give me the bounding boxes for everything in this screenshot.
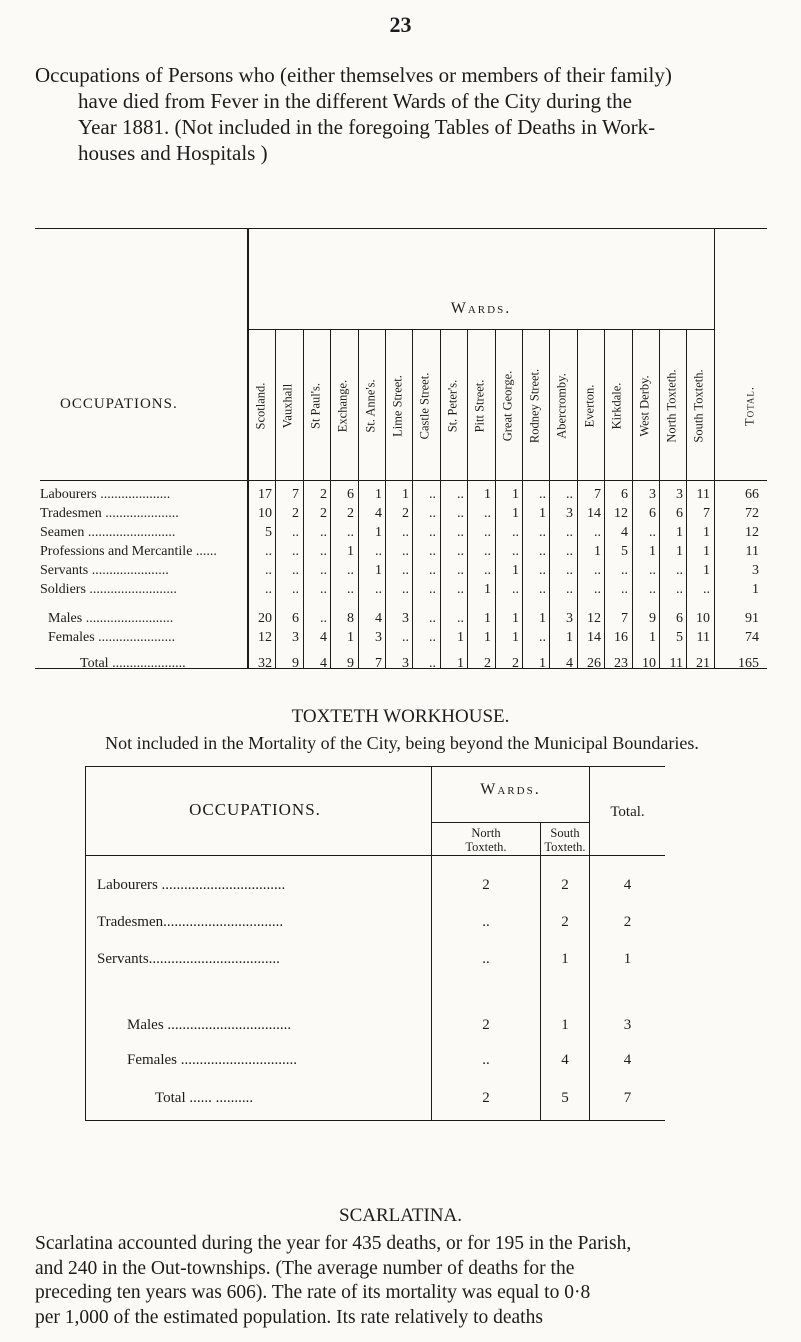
table-cell: .. [484, 563, 491, 578]
toxteth-workhouse-subheading: Not included in the Mortality of the City, being beyond the Municipal Boundaries. [105, 733, 699, 753]
table-cell: 12 [587, 611, 601, 626]
table1-top-rule [35, 228, 767, 229]
table-cell: 2 [320, 487, 327, 502]
table-cell: .. [457, 525, 464, 540]
ward-header-label: Great George. [500, 370, 515, 441]
ward-header-label: Abercromby. [554, 372, 569, 439]
table-cell: 1 [375, 563, 382, 578]
table-cell: 7 [292, 487, 299, 502]
scarlatina-line-4: per 1,000 of the estimated population. Its rate relatively to deaths [35, 1306, 543, 1328]
table-cell: 2 [484, 656, 491, 671]
table-cell: 3 [375, 630, 382, 645]
table2-north-toxteth-header [432, 826, 540, 854]
table-cell: .. [429, 487, 436, 502]
table-cell: 2 [402, 506, 409, 521]
ward-header-label: Rodney Street. [527, 368, 542, 443]
table-cell: .. [457, 582, 464, 597]
table-cell: 1 [649, 630, 656, 645]
table1-wards-header: Wards. [450, 300, 512, 317]
ward-header-label: St. Peter's. [445, 379, 460, 432]
table1-total-header: Total. [742, 385, 757, 426]
table-cell: .. [292, 582, 299, 597]
row-label: Total ...... .......... [155, 1090, 254, 1106]
ward-header [607, 333, 627, 478]
ward-header-label: Vauxhall [280, 383, 295, 428]
table-cell: .. [265, 563, 272, 578]
table-cell: 1 [484, 630, 491, 645]
table-cell: 3 [402, 611, 409, 626]
table-cell: .. [539, 582, 546, 597]
table-cell: 5 [676, 630, 683, 645]
south-toxteth-cell: 1 [561, 951, 569, 967]
table-cell: .. [402, 544, 409, 559]
row-label: Tradesmen................................ [97, 914, 284, 930]
table-cell: .. [594, 525, 601, 540]
table-cell: 5 [621, 544, 628, 559]
table-cell: .. [484, 506, 491, 521]
table-cell: 17 [258, 487, 272, 502]
table-cell: 1 [703, 544, 710, 559]
table-cell: .. [429, 563, 436, 578]
table-cell: 6 [676, 611, 683, 626]
ward-header [525, 333, 545, 478]
table-cell: .. [457, 563, 464, 578]
table-cell: .. [402, 525, 409, 540]
south-header-line2: Toxteth. [544, 840, 586, 854]
table2-left-rule [85, 766, 86, 1120]
table-cell: .. [539, 544, 546, 559]
scarlatina-heading: SCARLATINA. [339, 1205, 462, 1226]
ward-header [388, 333, 408, 478]
table-cell: 7 [594, 487, 601, 502]
table-cell: .. [539, 563, 546, 578]
north-header-line1: North [471, 826, 501, 840]
table-cell: 5 [265, 525, 272, 540]
table-cell: .. [375, 544, 382, 559]
table-cell: .. [402, 582, 409, 597]
table-cell: 14 [587, 630, 601, 645]
table-cell: 20 [258, 611, 272, 626]
row-label: Males ................................. [127, 1017, 292, 1033]
row-total: 74 [745, 630, 759, 645]
table-cell: 2 [512, 656, 519, 671]
table-cell: 6 [292, 611, 299, 626]
ward-header [552, 333, 572, 478]
south-toxteth-cell: 5 [561, 1090, 569, 1106]
table-cell: 4 [375, 611, 382, 626]
row-label: Servants................................... [97, 951, 280, 967]
table-cell: .. [484, 544, 491, 559]
table-cell: .. [566, 544, 573, 559]
table-cell: .. [320, 611, 327, 626]
ward-header [306, 333, 326, 478]
row-total: 4 [623, 877, 632, 893]
table-cell: 4 [375, 506, 382, 521]
table2-bottom-rule [85, 1120, 665, 1121]
table-cell: .. [621, 582, 628, 597]
table-cell: .. [320, 582, 327, 597]
table-cell: 1 [512, 563, 519, 578]
table-cell: .. [703, 582, 710, 597]
south-toxteth-cell: 2 [561, 914, 569, 930]
row-total: 91 [745, 611, 759, 626]
row-label: Soldiers ......................... [40, 582, 177, 597]
table-cell: 1 [539, 656, 546, 671]
table-cell: 10 [696, 611, 710, 626]
table-cell: 3 [566, 611, 573, 626]
table-cell: 1 [566, 630, 573, 645]
page-title [35, 62, 770, 166]
table-cell: 6 [621, 487, 628, 502]
ward-header [498, 333, 518, 478]
north-toxteth-cell: 2 [482, 877, 490, 893]
table-cell: 1 [594, 544, 601, 559]
row-label: Labourers ................................. [97, 877, 286, 893]
table-cell: .. [375, 582, 382, 597]
table2-wards-header: Wards. [480, 781, 541, 798]
row-label: Females ...................... [48, 630, 176, 645]
scarlatina-line-1: Scarlatina accounted during the year for 435 deaths, or for 195 in the Parish, [35, 1233, 632, 1254]
table-cell: 1 [703, 563, 710, 578]
table-cell: .. [457, 487, 464, 502]
north-toxteth-cell: .. [482, 951, 490, 967]
table2-total-header: Total. [610, 804, 645, 820]
table-cell: 1 [484, 582, 491, 597]
ward-header [662, 333, 682, 478]
table-cell: .. [649, 582, 656, 597]
table-cell: .. [347, 525, 354, 540]
table-cell: .. [429, 656, 436, 671]
scarlatina-line-2: and 240 in the Out-townships. (The average number of deaths for the [35, 1257, 575, 1279]
table-cell: 1 [512, 506, 519, 521]
row-label: Males ......................... [48, 611, 174, 626]
table-cell: 2 [320, 506, 327, 521]
table1-header-rule [40, 480, 767, 481]
row-total: 1 [623, 951, 632, 967]
table-cell: 4 [621, 525, 628, 540]
table-cell: .. [649, 563, 656, 578]
table-cell: .. [676, 563, 683, 578]
north-toxteth-cell: .. [482, 1052, 490, 1068]
table-cell: .. [347, 582, 354, 597]
table2-col-divider [540, 822, 541, 1120]
table-cell: 1 [457, 656, 464, 671]
table-cell: 3 [402, 656, 409, 671]
table1-column-rule [248, 228, 249, 669]
ward-header-label: North Toxteth. [664, 368, 679, 443]
table-cell: 14 [587, 506, 601, 521]
north-toxteth-cell: .. [482, 914, 490, 930]
table-cell: 1 [676, 544, 683, 559]
table-cell: .. [429, 506, 436, 521]
south-toxteth-cell: 4 [561, 1052, 569, 1068]
ward-header [470, 333, 490, 478]
ward-header [443, 333, 463, 478]
table-cell: .. [566, 582, 573, 597]
table-cell: 4 [566, 656, 573, 671]
table-cell: .. [265, 582, 272, 597]
table-cell: 1 [375, 525, 382, 540]
table-cell: 32 [258, 656, 272, 671]
table-cell: 6 [347, 487, 354, 502]
table-cell: .. [539, 487, 546, 502]
title-line-1: Occupations of Persons who (either themselves or members of their family) [35, 63, 672, 87]
table-cell: 12 [614, 506, 628, 521]
ward-header [361, 333, 381, 478]
table-cell: .. [457, 506, 464, 521]
table-cell: .. [566, 563, 573, 578]
ward-header [333, 333, 353, 478]
table-cell: .. [429, 582, 436, 597]
table-cell: 11 [696, 487, 710, 502]
row-label: Labourers .................... [40, 487, 171, 502]
table-cell: .. [292, 525, 299, 540]
table-cell: .. [566, 487, 573, 502]
table-cell: 1 [539, 611, 546, 626]
table-cell: .. [539, 525, 546, 540]
table2-wards-rule [431, 822, 589, 823]
table-cell: .. [457, 611, 464, 626]
table-cell: 3 [676, 487, 683, 502]
table-cell: .. [320, 525, 327, 540]
row-label: Females ............................... [127, 1052, 297, 1068]
ward-header [415, 333, 435, 478]
table-cell: 1 [649, 544, 656, 559]
page-number: 23 [389, 12, 412, 37]
row-label: Professions and Mercantile ...... [40, 544, 217, 559]
table-cell: .. [539, 630, 546, 645]
table-cell: 7 [375, 656, 382, 671]
ward-header-label: Lime Street. [390, 374, 405, 437]
table-cell: .. [457, 544, 464, 559]
table-cell: .. [484, 525, 491, 540]
ward-header-label: Pitt Street. [472, 379, 487, 432]
table-cell: 6 [676, 506, 683, 521]
table-cell: .. [429, 544, 436, 559]
table-cell: .. [649, 525, 656, 540]
table-cell: 2 [347, 506, 354, 521]
table-cell: 1 [347, 630, 354, 645]
table-cell: 1 [402, 487, 409, 502]
ward-header [251, 333, 271, 478]
south-toxteth-cell: 2 [561, 877, 569, 893]
table-cell: .. [594, 582, 601, 597]
ward-header-label: Exchange. [335, 379, 350, 432]
table-cell: .. [594, 563, 601, 578]
table-cell: 9 [347, 656, 354, 671]
table2-south-toxteth-header [541, 826, 589, 854]
table-cell: 10 [642, 656, 656, 671]
ward-header-label: Scotland. [253, 382, 268, 429]
table-cell: 9 [292, 656, 299, 671]
scarlatina-paragraph [35, 1232, 770, 1330]
title-line-4: houses and Hospitals ) [78, 141, 268, 165]
title-line-2: have died from Fever in the different Wards of the City during the [78, 89, 632, 113]
scarlatina-line-3: preceding ten years was 606). The rate of its mortality was equal to 0·8 [35, 1282, 591, 1303]
table-cell: .. [512, 525, 519, 540]
north-toxteth-cell: 2 [482, 1090, 490, 1106]
north-header-line2: Toxteth. [465, 840, 507, 854]
row-total: 1 [752, 582, 759, 597]
table1-column-rule [714, 228, 715, 669]
south-header-line1: South [550, 826, 580, 840]
table1-occupations-header: OCCUPATIONS. [60, 396, 178, 412]
ward-header-label: Everton. [582, 384, 597, 427]
table-cell: 3 [292, 630, 299, 645]
table-cell: .. [429, 630, 436, 645]
table-cell: 12 [258, 630, 272, 645]
ward-header-label: West Derby. [637, 374, 652, 437]
row-total: 4 [623, 1052, 632, 1068]
table-cell: 9 [649, 611, 656, 626]
row-total: 12 [745, 525, 759, 540]
table-cell: 10 [258, 506, 272, 521]
table-cell: 1 [375, 487, 382, 502]
table-cell: 1 [457, 630, 464, 645]
table-cell: .. [292, 544, 299, 559]
table-cell: .. [566, 525, 573, 540]
title-line-3: Year 1881. (Not included in the foregoing Tables of Deaths in Work- [78, 115, 656, 139]
table-cell: .. [621, 563, 628, 578]
ward-header [278, 333, 298, 478]
table-cell: 1 [512, 487, 519, 502]
row-label: Servants ...................... [40, 563, 169, 578]
table-cell: 3 [649, 487, 656, 502]
ward-header-label: St Paul's. [308, 382, 323, 429]
table-cell: .. [676, 582, 683, 597]
table-cell: .. [512, 582, 519, 597]
table-cell: 4 [320, 656, 327, 671]
table-cell: 6 [649, 506, 656, 521]
table-cell: 1 [484, 487, 491, 502]
table-cell: .. [320, 563, 327, 578]
table-cell: 26 [587, 656, 601, 671]
row-total: 3 [623, 1017, 632, 1033]
north-toxteth-cell: 2 [482, 1017, 490, 1033]
table-cell: .. [320, 544, 327, 559]
table-cell: .. [347, 563, 354, 578]
table1-wards-rule [248, 329, 714, 330]
ward-header-label: South Toxteth. [691, 368, 706, 443]
table-cell: .. [512, 544, 519, 559]
ward-header [635, 333, 655, 478]
table-cell: 2 [292, 506, 299, 521]
table2-top-rule [85, 766, 665, 767]
table-cell: 23 [614, 656, 628, 671]
table-cell: 1 [676, 525, 683, 540]
table-cell: 11 [696, 630, 710, 645]
ward-header-label: Kirkdale. [609, 382, 624, 429]
table-cell: 21 [696, 656, 710, 671]
table-cell: 7 [621, 611, 628, 626]
table-cell: .. [429, 611, 436, 626]
table-cell: .. [402, 630, 409, 645]
toxteth-workhouse-heading: TOXTETH WORKHOUSE. [291, 706, 510, 727]
table-cell: 8 [347, 611, 354, 626]
table-cell: 4 [320, 630, 327, 645]
table-cell: 1 [347, 544, 354, 559]
row-total: 3 [752, 563, 759, 578]
table-cell: 7 [703, 506, 710, 521]
row-total: 2 [623, 914, 632, 930]
row-total: 11 [745, 544, 759, 559]
table-cell: .. [265, 544, 272, 559]
table2-header-rule [85, 855, 665, 856]
ward-header [689, 333, 709, 478]
row-total: 165 [738, 656, 759, 671]
ward-header-label: Castle Street. [417, 372, 432, 439]
row-label: Total ..................... [80, 656, 186, 671]
table-cell: 16 [614, 630, 628, 645]
table-cell: 1 [512, 630, 519, 645]
row-total: 66 [745, 487, 759, 502]
row-label: Seamen ......................... [40, 525, 176, 540]
table-cell: .. [429, 525, 436, 540]
ward-header [580, 333, 600, 478]
table-cell: 1 [703, 525, 710, 540]
table-cell: 1 [539, 506, 546, 521]
table-cell: .. [292, 563, 299, 578]
table-cell: .. [402, 563, 409, 578]
table-cell: 1 [512, 611, 519, 626]
table-cell: 3 [566, 506, 573, 521]
row-label: Tradesmen ..................... [40, 506, 179, 521]
south-toxteth-cell: 1 [561, 1017, 569, 1033]
row-total: 72 [745, 506, 759, 521]
ward-header-label: St. Anne's. [363, 378, 378, 433]
row-total: 7 [623, 1090, 632, 1106]
table-cell: 11 [669, 656, 683, 671]
table2-occupations-header: OCCUPATIONS. [189, 800, 321, 819]
table-cell: 1 [484, 611, 491, 626]
